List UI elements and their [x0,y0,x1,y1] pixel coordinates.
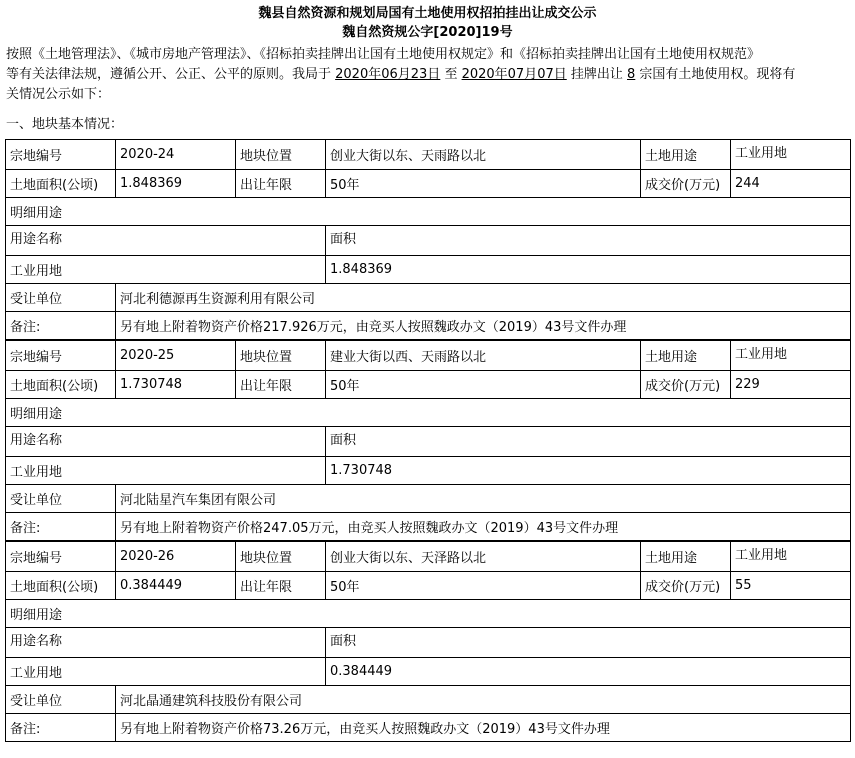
intro-text: 宗国有土地使用权。现将有 [635,67,796,82]
intro-text: 等有关法律法规，遵循公开、公正、公平的原则。我局于 [6,67,336,82]
detail-area: 1.730748 [326,457,851,485]
parcel-land-use: 工业用地 [731,341,851,371]
parcel-table [5,139,851,340]
label-term: 出让年限 [236,170,326,198]
parcel-table [5,541,851,742]
table-row [6,658,851,686]
label-area-col: 面积 [326,427,851,457]
end-date: 2020年07月07日 [461,67,567,82]
table-row [6,485,851,513]
detail-use-name: 工业用地 [6,658,326,686]
table-row [6,170,851,198]
table-row [6,226,851,256]
table-row [6,686,851,714]
label-term: 出让年限 [236,572,326,600]
table-row [6,284,851,312]
label-price: 成交价(万元) [641,371,731,399]
table-row [6,256,851,284]
table-row [6,457,851,485]
parcel-grantee: 河北晶通建筑科技股份有限公司 [116,686,851,714]
detail-area: 0.384449 [326,658,851,686]
intro-line-3: 关情况公示如下： [6,87,111,102]
label-area-col: 面积 [326,226,851,256]
label-land-use: 土地用途 [641,140,731,170]
table-row [6,427,851,457]
parcel-price: 244 [731,170,851,198]
label-price: 成交价(万元) [641,572,731,600]
label-use-name: 用途名称 [6,628,326,658]
parcel-term: 50年 [326,572,641,600]
table-row [6,513,851,541]
parcel-grantee: 河北利德源再生资源利用有限公司 [116,284,851,312]
detail-use-name: 工业用地 [6,457,326,485]
parcel-term: 50年 [326,170,641,198]
label-price: 成交价(万元) [641,170,731,198]
label-detail-use: 明细用途 [6,399,851,427]
parcel-area: 0.384449 [116,572,236,600]
label-location: 地块位置 [236,140,326,170]
parcel-location: 创业大街以东、天雨路以北 [326,140,641,170]
section-title: 一、地块基本情况： [6,117,124,132]
label-land-use: 土地用途 [641,341,731,371]
label-remark: 备注: [6,714,116,742]
parcel-tables [0,139,855,742]
label-term: 出让年限 [236,371,326,399]
table-row [6,198,851,226]
label-remark: 备注: [6,513,116,541]
document-number: 魏自然资规公字[2020]19号 [342,25,513,40]
parcel-area: 1.848369 [116,170,236,198]
parcel-price: 55 [731,572,851,600]
table-row [6,572,851,600]
detail-area: 1.848369 [326,256,851,284]
parcel-area: 1.730748 [116,371,236,399]
parcel-remark: 另有地上附着物资产价格247.05万元，由竞买人按照魏政办文（2019）43号文件办理 [116,513,851,541]
parcel-no: 2020-26 [116,542,236,572]
parcel-land-use: 工业用地 [731,140,851,170]
parcel-remark: 另有地上附着物资产价格73.26万元，由竞买人按照魏政办文（2019）43号文件办理 [116,714,851,742]
table-row [6,628,851,658]
label-grantee: 受让单位 [6,284,116,312]
label-grantee: 受让单位 [6,485,116,513]
parcel-price: 229 [731,371,851,399]
intro-text: 挂牌出让 [566,67,628,82]
label-remark: 备注: [6,312,116,340]
start-date: 2020年06月23日 [335,67,441,82]
table-row [6,399,851,427]
label-location: 地块位置 [236,542,326,572]
table-row [6,341,851,371]
table-row [6,371,851,399]
parcel-location: 创业大街以东、天泽路以北 [326,542,641,572]
parcel-count: 8 [627,67,636,82]
label-grantee: 受让单位 [6,686,116,714]
table-row [6,542,851,572]
table-row [6,600,851,628]
parcel-table [5,340,851,541]
label-parcel-no: 宗地编号 [6,140,116,170]
parcel-location: 建业大街以西、天雨路以北 [326,341,641,371]
parcel-land-use: 工业用地 [731,542,851,572]
parcel-term: 50年 [326,371,641,399]
label-area: 土地面积(公顷) [6,371,116,399]
parcel-grantee: 河北陆星汽车集团有限公司 [116,485,851,513]
label-area: 土地面积(公顷) [6,572,116,600]
intro-text: 至 [440,67,462,82]
parcel-remark: 另有地上附着物资产价格217.926万元，由竞买人按照魏政办文（2019）43号文件办理 [116,312,851,340]
label-use-name: 用途名称 [6,427,326,457]
intro-line-1: 按照《土地管理法》、《城市房地产管理法》、《招标拍卖挂牌出让国有土地使用权规定》和《招标拍卖挂牌出让国有土地使用权规范》 [6,47,761,62]
detail-use-name: 工业用地 [6,256,326,284]
label-detail-use: 明细用途 [6,600,851,628]
parcel-no: 2020-24 [116,140,236,170]
table-row [6,714,851,742]
label-parcel-no: 宗地编号 [6,542,116,572]
label-parcel-no: 宗地编号 [6,341,116,371]
label-land-use: 土地用途 [641,542,731,572]
label-area: 土地面积(公顷) [6,170,116,198]
table-row [6,140,851,170]
label-area-col: 面积 [326,628,851,658]
parcel-no: 2020-25 [116,341,236,371]
label-detail-use: 明细用途 [6,198,851,226]
table-row [6,312,851,340]
intro-paragraph [0,42,855,105]
label-location: 地块位置 [236,341,326,371]
label-use-name: 用途名称 [6,226,326,256]
page-title: 魏县自然资源和规划局国有土地使用权招拍挂出让成交公示 [258,6,597,21]
